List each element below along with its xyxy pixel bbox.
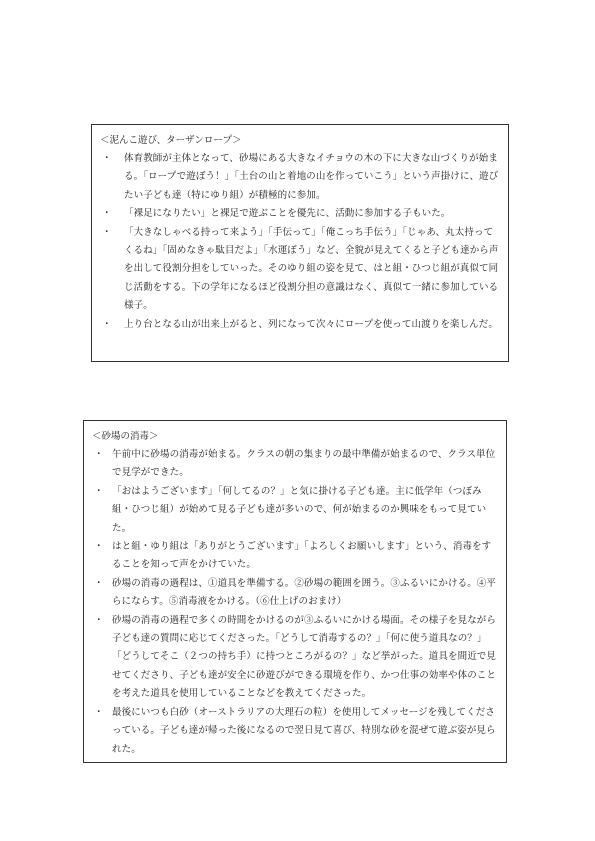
- item-text: 体育教師が主体となって、砂場にある大きなイチョウの木の下に大きな山づくりが始まる。「ロープで遊ぼう！」「土台の山と着地の山を作っていこう」という声掛けに、遊びたい子ども達（特にゆり組）が積極的に参加。: [124, 153, 499, 201]
- item-text: 午前中に砂場の消毒が始まる。クラスの朝の集まりの最中準備が始まるので、クラス単位で見学ができた。: [112, 449, 496, 479]
- section-mud-play: [91, 124, 509, 362]
- list-item: [92, 575, 498, 612]
- bullet-icon: ・: [94, 541, 104, 553]
- list-item: [100, 205, 500, 223]
- bullet-icon: ・: [102, 208, 112, 220]
- bullet-icon: ・: [102, 318, 112, 330]
- section-title: ＜砂場の消毒＞: [92, 431, 159, 442]
- bullet-icon: ・: [94, 485, 104, 497]
- item-text: 砂場の消毒の過程で多くの時間をかけるのが③ふるいにかける場面。その様子を見ながら子ども達の質問に応じてくださった。「どうして消毒するの？」「何に使う道具なの？」「どうしてそこ（２つの持ち手）に持つところがるの？」など挙がった。道具を間近で見せてくださり、子ども達が安全に砂遊びができる環境を作り、かつ仕事の効率や体のことを考えた道具を使用していることなどを教えてくださった。: [112, 614, 497, 700]
- bullet-icon: ・: [94, 614, 104, 626]
- item-text: 最後にいつも白砂（オーストラリアの大理石の粒）を使用してメッセージを残してくださっている。子ども達が帰った後になるので翌日見て喜び、特別な砂を混ぜて遊ぶ姿が見られた。: [112, 706, 496, 755]
- list-item: [92, 446, 498, 483]
- list-item: [92, 538, 498, 575]
- list-item: [100, 316, 500, 334]
- section-item-list: [100, 150, 500, 334]
- list-item: [92, 704, 498, 759]
- bullet-icon: ・: [94, 449, 104, 460]
- bullet-icon: ・: [102, 153, 112, 164]
- item-text: 「大きなしゃべる持って来よう」「手伝って」「俺こっち手伝う」「じゃあ、丸太持ってくるね」「固めなきゃ駄目だよ」「水運ぼう」など、全貌が見えてくると子ども達から声を出して役割分担をしていった。そのゆり組の姿を見て、はと組・ひつじ組が真似て同じ活動をする。下の学年になるほど役割分担の意識はなく、真似て一緒に参加している様子。: [124, 226, 499, 312]
- item-text: はと組・ゆり組は「ありがとうございます」「よろしくお願いします」という、消毒をすることを知って声をかけていた。: [112, 541, 492, 571]
- list-item: [100, 224, 500, 316]
- bullet-icon: ・: [94, 577, 104, 589]
- item-text: 上り台となる山が出来上がると、列になって次々にロープを使って山渡りを楽しんだ。: [124, 318, 498, 330]
- section-sandbox-disinfection: [83, 420, 507, 763]
- section-item-list: [92, 446, 498, 759]
- section-title: ＜泥んこ遊び、ターザンロープ＞: [100, 135, 242, 146]
- list-item: [92, 483, 498, 538]
- list-item: [92, 612, 498, 704]
- item-text: 「おはようございます」「何してるの？」と気に掛ける子ども達。主に低学年（つぼみ組・ひつじ組）が始めて見る子ども達が多いので、何が始まるのか興味をもって見ていた。: [112, 485, 487, 534]
- bullet-icon: ・: [94, 706, 104, 718]
- item-text: 砂場の消毒の過程は、①道具を準備する。②砂場の範囲を囲う。③ふるいにかける。④平らにならす。⑤消毒液をかける。（⑥仕上げのおまけ）: [112, 577, 497, 608]
- list-item: [100, 150, 500, 205]
- item-text: 「裸足になりたい」と裸足で遊ぶことを優先に、活動に参加する子もいた。: [124, 208, 451, 220]
- bullet-icon: ・: [102, 226, 112, 238]
